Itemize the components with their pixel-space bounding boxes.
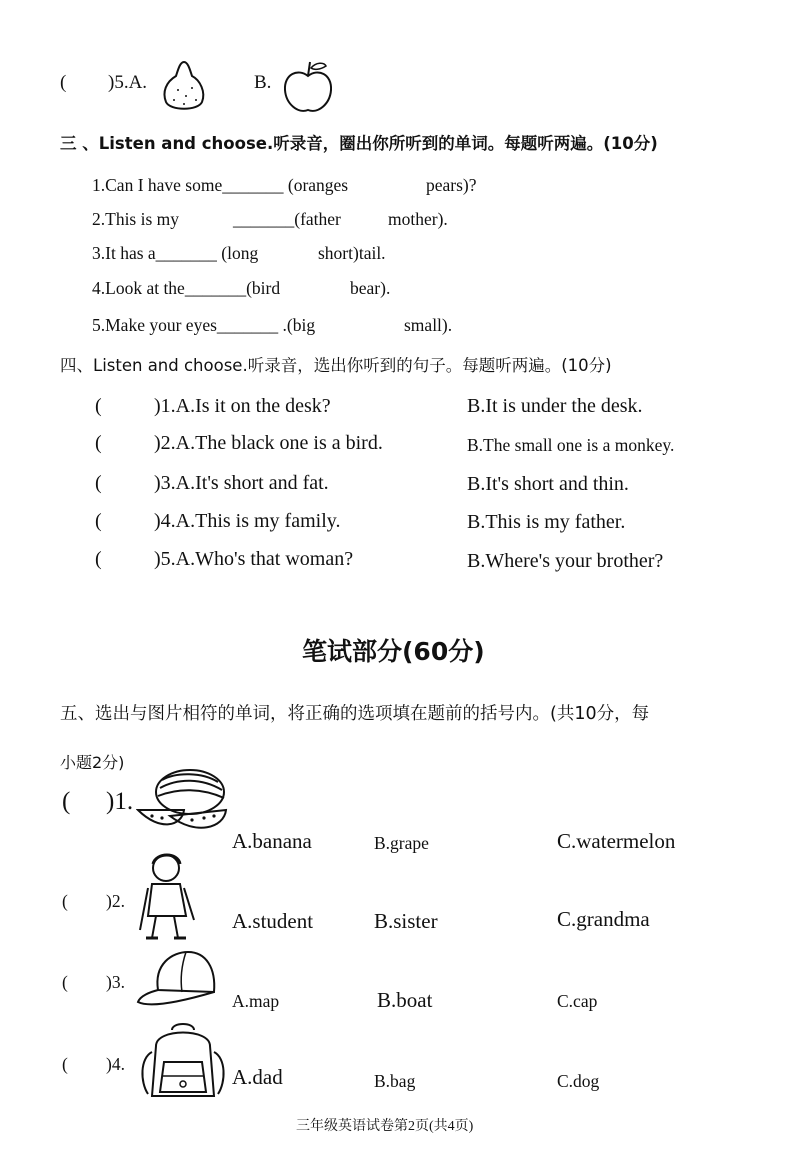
s5-item1-paren: ( bbox=[62, 788, 71, 815]
s4-item2-paren: ( bbox=[95, 432, 102, 454]
s5-item2-b: B.sister bbox=[374, 909, 438, 933]
s5-item1-a: A.banana bbox=[232, 829, 312, 853]
s5-item1-num: )1. bbox=[106, 788, 134, 815]
s5-item3-c: C.cap bbox=[557, 991, 598, 1011]
q5-paren-open: ( bbox=[60, 72, 67, 93]
s3-item4-stem: 4.Look at the_______(bird bbox=[92, 278, 281, 298]
s4-item3-a: )3.A.It's short and fat. bbox=[154, 472, 329, 494]
s4-item5-a: )5.A.Who's that woman? bbox=[154, 548, 354, 570]
s5-item4-num: )4. bbox=[106, 1054, 125, 1074]
student-icon bbox=[136, 850, 200, 944]
s4-item2-a: )2.A.The black one is a bird. bbox=[154, 432, 383, 454]
s4-item4-paren: ( bbox=[95, 510, 102, 532]
s3-item1-stem: 1.Can I have some_______ (oranges bbox=[92, 175, 349, 195]
section3-heading: 三 、Listen and choose.听录音，圈出你所听到的单词。每题听两遍。(10分) bbox=[60, 134, 658, 153]
s4-item3-paren: ( bbox=[95, 472, 102, 494]
s3-item2-stem: 2.This is my bbox=[92, 209, 180, 229]
s5-item2-num: )2. bbox=[106, 891, 125, 911]
s3-item3-stem: 3.It has a_______ (long bbox=[92, 243, 259, 263]
s3-item4-opt: bear). bbox=[350, 278, 391, 298]
s5-item2-c: C.grandma bbox=[557, 907, 650, 931]
written-part-title: 笔试部分(60分) bbox=[302, 637, 485, 666]
backpack-icon bbox=[136, 1022, 230, 1104]
watermelon-icon bbox=[136, 766, 230, 840]
s4-item1-a: )1.A.Is it on the desk? bbox=[154, 395, 331, 417]
pear-icon bbox=[158, 58, 210, 114]
s3-item1-opt: pears)? bbox=[426, 175, 477, 195]
s5-item2-a: A.student bbox=[232, 909, 314, 933]
s5-item3-b: B.boat bbox=[377, 988, 433, 1012]
section4-heading: 四、Listen and choose.听录音，选出你听到的句子。每题听两遍。(10分) bbox=[60, 356, 612, 375]
s5-item1-c: C.watermelon bbox=[557, 829, 676, 853]
section5-heading-line2: 小题2分) bbox=[60, 753, 125, 772]
s5-item3-paren: ( bbox=[62, 972, 68, 992]
s3-item3-opt: short)tail. bbox=[318, 243, 386, 263]
s4-item4-a: )4.A.This is my family. bbox=[154, 510, 341, 532]
s4-item4-b: B.This is my father. bbox=[467, 511, 626, 533]
s4-item3-b: B.It's short and thin. bbox=[467, 473, 629, 495]
q5-label: )5.A. bbox=[108, 72, 148, 93]
s5-item3-a: A.map bbox=[232, 991, 280, 1011]
s5-item4-paren: ( bbox=[62, 1054, 68, 1074]
s3-item5-opt: small). bbox=[404, 315, 453, 335]
s5-item1-b: B.grape bbox=[374, 833, 429, 853]
s3-item2-opt: mother). bbox=[388, 209, 448, 229]
s3-item2-blank: _______(father bbox=[233, 209, 341, 229]
s4-item2-b: B.The small one is a monkey. bbox=[467, 435, 675, 455]
cap-icon bbox=[136, 948, 220, 1012]
s4-item5-paren: ( bbox=[95, 548, 102, 570]
s5-item2-paren: ( bbox=[62, 891, 68, 911]
apple-icon bbox=[280, 58, 336, 116]
section5-heading-line1: 五、选出与图片相符的单词，将正确的选项填在题前的括号内。(共10分，每 bbox=[60, 704, 650, 724]
s5-item4-c: C.dog bbox=[557, 1071, 600, 1091]
s5-item4-a: A.dad bbox=[232, 1065, 283, 1089]
s5-item4-b: B.bag bbox=[374, 1071, 416, 1091]
s4-item5-b: B.Where's your brother? bbox=[467, 550, 664, 572]
s3-item5-stem: 5.Make your eyes_______ .(big bbox=[92, 315, 316, 335]
s4-item1-paren: ( bbox=[95, 395, 102, 417]
page-footer: 三年级英语试卷第2页(共4页) bbox=[296, 1119, 474, 1134]
s5-item3-num: )3. bbox=[106, 972, 125, 992]
s4-item1-b: B.It is under the desk. bbox=[467, 395, 643, 417]
q5-option-b: B. bbox=[254, 72, 272, 93]
